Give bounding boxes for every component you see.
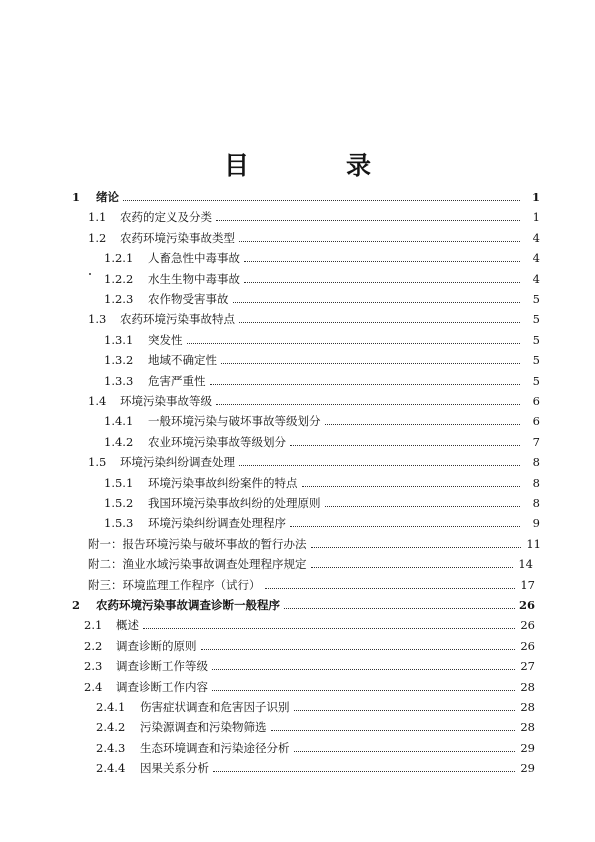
toc-entry-page: 5 xyxy=(532,332,540,347)
toc-entry-title: 农作物受害事故 xyxy=(148,292,229,306)
toc-entry-title: 环境污染事故纠纷案件的特点 xyxy=(148,475,298,490)
toc-entry-title: 突发性 xyxy=(148,332,183,347)
toc-entry-title: 附二：渔业水域污染事故调查处理程序规定 xyxy=(88,557,307,572)
dot-leader xyxy=(213,771,515,772)
toc-entry-title: 概述 xyxy=(116,618,139,633)
toc-entry-page: 26 xyxy=(519,598,536,612)
toc-entry-title: 附三：环境监理工作程序（试行） xyxy=(88,577,261,592)
dot-leader xyxy=(265,588,516,589)
dot-leader xyxy=(290,445,520,446)
dot-leader xyxy=(244,261,520,262)
toc-entry-title: 调查诊断工作等级 xyxy=(116,659,208,674)
dot-leader xyxy=(290,526,520,527)
toc-entry-title: 伤害症状调查和危害因子识别 xyxy=(140,700,290,714)
dot-leader xyxy=(187,343,521,344)
toc-entry-page: 28 xyxy=(520,679,535,694)
toc-entry-title: 环境污染事故等级 xyxy=(120,394,212,408)
toc-entry-1-2-1[interactable] xyxy=(104,247,540,265)
toc-entry-page: 27 xyxy=(520,659,535,674)
toc-entry-page: 8 xyxy=(532,455,540,470)
dot-leader xyxy=(271,730,516,731)
toc-entry-page: 28 xyxy=(520,720,535,735)
dot-leader xyxy=(210,384,521,385)
page-title: 目 录 xyxy=(223,151,407,180)
toc-entry-title: 环境污染纠纷调查处理 xyxy=(120,455,235,470)
toc-entry-number: 2 xyxy=(72,598,81,612)
toc-entry-page: 9 xyxy=(532,516,540,531)
toc-entry-1-5-2[interactable] xyxy=(104,492,540,510)
toc-entry-number: 1.4.1 xyxy=(104,414,134,429)
dot-leader xyxy=(325,506,521,507)
toc-entry-number: 2.4.4 xyxy=(96,761,126,776)
toc-entry-1[interactable] xyxy=(72,186,540,204)
toc-entry-1-5-3[interactable] xyxy=(104,512,540,530)
toc-entry-page: 28 xyxy=(520,700,535,714)
toc-entry-page: 26 xyxy=(520,638,535,653)
toc-entry-number: 2.4.2 xyxy=(96,720,126,735)
scan-speck xyxy=(89,273,91,275)
toc-entry-2-3[interactable] xyxy=(84,655,535,673)
dot-leader xyxy=(221,363,520,364)
toc-entry-number: 1.3.2 xyxy=(104,353,134,368)
toc-entry-1-5-1[interactable] xyxy=(104,472,540,490)
toc-entry-number: 2.4.3 xyxy=(96,740,126,755)
toc-entry-title: 农药环境污染事故调查诊断一般程序 xyxy=(96,598,280,612)
toc-entry-title: 生态环境调查和污染途径分析 xyxy=(140,740,290,755)
toc-entry-2-4-3[interactable] xyxy=(96,737,535,755)
dot-leader xyxy=(123,200,520,201)
toc-entry-title: 地域不确定性 xyxy=(148,353,217,368)
toc-entry-number: 1.3 xyxy=(88,312,107,327)
dot-leader xyxy=(143,628,515,629)
toc-entry-title: 一般环境污染与破坏事故等级划分 xyxy=(148,414,321,429)
toc-entry-page: 1 xyxy=(531,190,540,204)
toc-entry-1-4-2[interactable] xyxy=(104,431,540,449)
toc-entry-title: 环境污染纠纷调查处理程序 xyxy=(148,516,286,531)
dot-leader xyxy=(201,649,516,650)
toc-entry-1-3[interactable] xyxy=(88,308,540,326)
toc-entry-2-1[interactable] xyxy=(84,614,535,632)
toc-entry-page: 5 xyxy=(532,292,540,306)
toc-entry-page: 4 xyxy=(532,271,540,286)
toc-entry-title: 因果关系分析 xyxy=(140,761,209,776)
toc-entry-number: 1.2.2 xyxy=(104,271,134,286)
dot-leader xyxy=(216,220,520,221)
toc-entry-page: 26 xyxy=(520,618,535,633)
toc-entry-page: 8 xyxy=(532,496,540,510)
toc-entry-page: 29 xyxy=(520,761,535,776)
toc-entry-page: 5 xyxy=(532,312,540,327)
toc-entry-number: 1.3.3 xyxy=(104,373,134,388)
toc-entry-1-5[interactable] xyxy=(88,451,540,469)
toc-entry-page: 14 xyxy=(518,557,533,572)
dot-leader xyxy=(325,424,521,425)
toc-entry-1-2-2[interactable] xyxy=(104,268,540,286)
toc-entry-number: 1.5.1 xyxy=(104,475,134,490)
toc-entry-title: 我国环境污染事故纠纷的处理原则 xyxy=(148,496,321,510)
toc-entry-page: 1 xyxy=(532,210,540,225)
toc-entry-2-2[interactable] xyxy=(84,635,535,653)
dot-leader xyxy=(294,710,516,711)
dot-leader xyxy=(302,486,521,487)
toc-entry-page: 7 xyxy=(532,434,540,449)
dot-leader xyxy=(294,751,516,752)
toc-entry-appendix-1[interactable] xyxy=(88,533,541,551)
toc-entry-title: 农业环境污染事故等级划分 xyxy=(148,434,286,449)
dot-leader xyxy=(239,241,520,242)
toc-entry-1-3-1[interactable] xyxy=(104,329,540,347)
toc-entry-number: 2.4.1 xyxy=(96,700,126,714)
toc-entry-title: 农药环境污染事故特点 xyxy=(120,312,235,327)
toc-entry-number: 1.5 xyxy=(88,455,107,470)
toc-entry-2-4[interactable] xyxy=(84,676,535,694)
toc-entry-page: 4 xyxy=(532,230,540,245)
toc-entry-1-3-3[interactable] xyxy=(104,370,540,388)
toc-entry-title: 危害严重性 xyxy=(148,373,206,388)
toc-entry-number: 1.5.3 xyxy=(104,516,134,531)
dot-leader xyxy=(311,567,514,568)
toc-entry-number: 2.1 xyxy=(84,618,103,633)
dot-leader xyxy=(239,322,520,323)
toc-entry-title: 调查诊断的原则 xyxy=(116,638,197,653)
toc-entry-2[interactable] xyxy=(72,594,535,612)
toc-entry-page: 29 xyxy=(520,740,535,755)
toc-entry-number: 2.3 xyxy=(84,659,103,674)
dot-leader xyxy=(212,669,515,670)
toc-entry-page: 17 xyxy=(520,577,535,592)
toc-entry-number: 2.4 xyxy=(84,679,103,694)
toc-entry-number: 1.4.2 xyxy=(104,434,134,449)
dot-leader xyxy=(311,547,522,548)
toc-entry-2-4-4[interactable] xyxy=(96,757,535,775)
toc-entry-number: 1.2.1 xyxy=(104,251,134,266)
toc-entry-page: 11 xyxy=(526,536,541,551)
toc-entry-1-3-2[interactable] xyxy=(104,349,540,367)
toc-entry-title: 污染源调查和污染物筛选 xyxy=(140,720,267,735)
dot-leader xyxy=(239,465,520,466)
toc-entry-1-2-3[interactable] xyxy=(104,288,540,306)
toc-entry-page: 5 xyxy=(532,353,540,368)
toc-entry-appendix-3[interactable] xyxy=(88,574,535,592)
toc-entry-title: 调查诊断工作内容 xyxy=(116,679,208,694)
toc-entry-page: 6 xyxy=(532,394,540,408)
toc-entry-appendix-2[interactable] xyxy=(88,553,533,571)
toc-entry-number: 1.4 xyxy=(88,394,107,408)
toc-entry-number: 1.5.2 xyxy=(104,496,134,510)
toc-entry-number: 1.1 xyxy=(88,210,107,225)
toc-entry-page: 8 xyxy=(532,475,540,490)
toc-entry-title: 农药的定义及分类 xyxy=(120,210,212,225)
dot-leader xyxy=(212,690,515,691)
toc-entry-title: 绪论 xyxy=(96,190,119,204)
toc-entry-title: 附一：报告环境污染与破坏事故的暂行办法 xyxy=(88,536,307,551)
toc-entry-title: 人畜急性中毒事故 xyxy=(148,251,240,266)
toc-entry-1-2[interactable] xyxy=(88,227,540,245)
toc-entry-1-4[interactable] xyxy=(88,390,540,408)
toc-entry-2-4-1[interactable] xyxy=(96,696,535,714)
dot-leader xyxy=(244,282,520,283)
toc-entry-1-1[interactable] xyxy=(88,206,540,224)
dot-leader xyxy=(233,302,521,303)
toc-entry-number: 1.2 xyxy=(88,230,107,245)
toc-entry-2-4-2[interactable] xyxy=(96,716,535,734)
toc-entry-page: 6 xyxy=(532,414,540,429)
toc-entry-title: 农药环境污染事故类型 xyxy=(120,230,235,245)
toc-entry-page: 5 xyxy=(532,373,540,388)
dot-leader xyxy=(284,608,515,609)
toc-entry-number: 1.3.1 xyxy=(104,332,134,347)
toc-entry-page: 4 xyxy=(532,251,540,266)
toc-entry-number: 1.2.3 xyxy=(104,292,134,306)
dot-leader xyxy=(216,404,520,405)
toc-entry-number: 1 xyxy=(72,190,81,204)
toc-entry-1-4-1[interactable] xyxy=(104,410,540,428)
toc-entry-title: 水生生物中毒事故 xyxy=(148,271,240,286)
toc-entry-number: 2.2 xyxy=(84,638,103,653)
